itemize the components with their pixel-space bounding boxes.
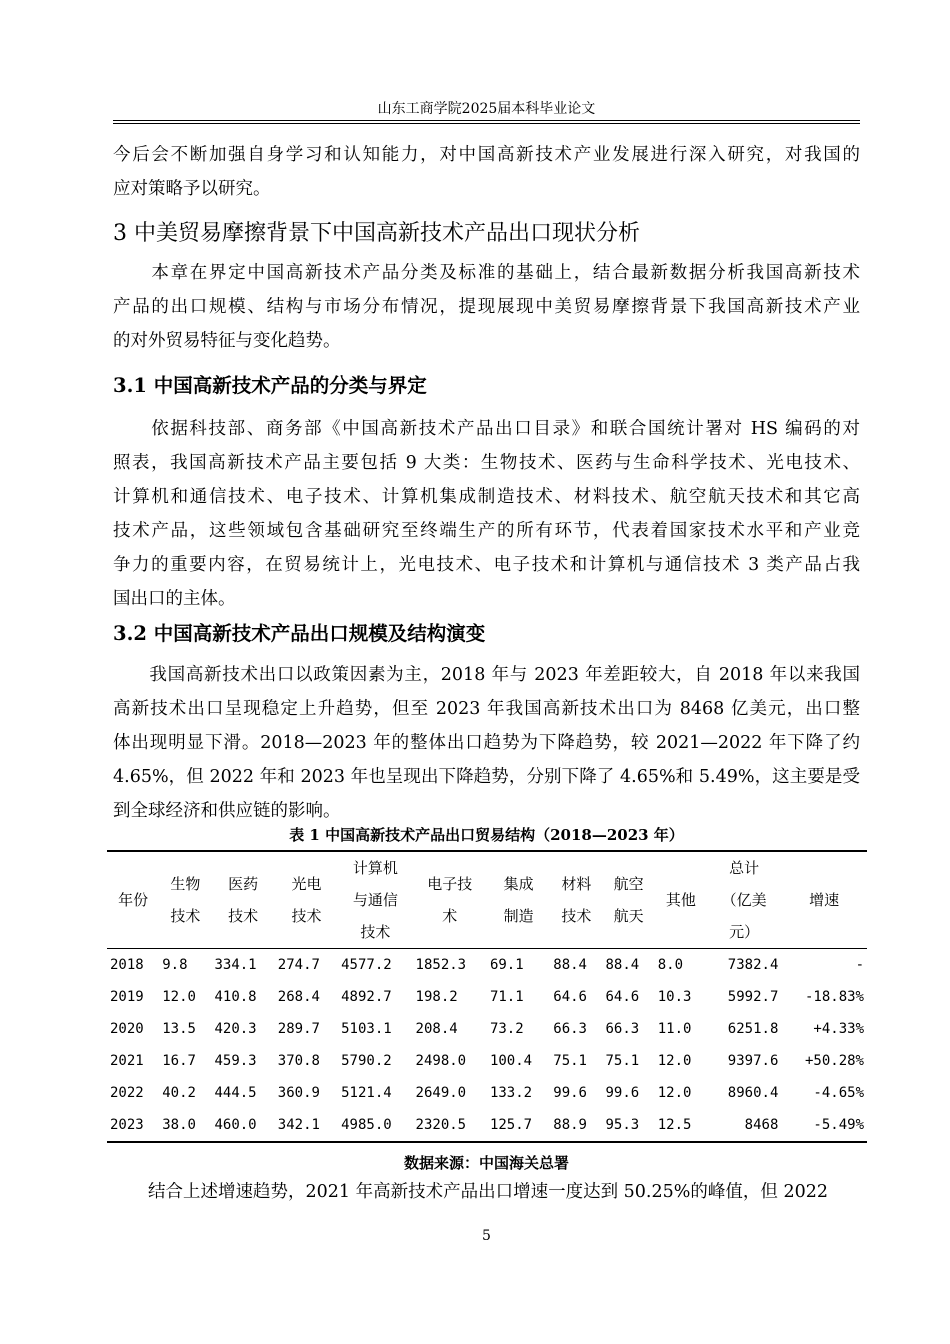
table-cell: 9.8: [162, 957, 188, 973]
table-cell: 12.0: [162, 989, 196, 1005]
table-cell: 66.3: [605, 1021, 640, 1037]
paragraph-line: 技术产品，这些领域包含基础研究至终端生产的所有环节，代表着国家技术水平和产业竞: [113, 521, 860, 541]
column-header-text: 计算机: [352, 859, 398, 877]
table-cell: 69.1: [489, 957, 524, 973]
table-row: [107, 1013, 867, 1045]
table-cell: 12.0: [657, 1053, 692, 1069]
table-cell: 289.7: [277, 1021, 320, 1037]
table-cell: 12.5: [657, 1117, 692, 1133]
table-cell: 1852.3: [415, 957, 467, 973]
paragraph-line: 高新技术出口呈现稳定上升趋势，但至 2023 年我国高新技术出口为 8468 亿美元，出口整: [113, 699, 860, 719]
table-cell: 5992.7: [727, 989, 779, 1005]
header-rule-thin: [113, 123, 860, 124]
column-header: [338, 851, 412, 949]
table-cell: 66.3: [553, 1021, 587, 1037]
column-header: [275, 851, 338, 949]
table-cell: +4.33%: [813, 1021, 864, 1037]
paragraph-line: 我国高新技术出口以政策因素为主，2018 年与 2023 年差距较大，自 2018 年以来我国: [113, 665, 860, 685]
chapter-heading: 3 中美贸易摩擦背景下中国高新技术产品出口现状分析: [113, 221, 640, 246]
table-cell: 410.8: [214, 989, 257, 1005]
paragraph-line: 应对策略予以研究。: [113, 179, 271, 199]
table-cell: 2019: [110, 989, 144, 1005]
table-header-row: [107, 851, 867, 949]
table-cell: 88.9: [553, 1117, 587, 1133]
table-cell: 8.0: [657, 957, 684, 973]
column-header: [211, 851, 274, 949]
column-header-text: 技术: [170, 907, 201, 925]
paragraph-line: 争力的重要内容，在贸易统计上，光电技术、电子技术和计算机与通信技术 3 类产品占我: [113, 555, 860, 575]
column-header-text: 元）: [729, 923, 760, 941]
page-number: 5: [482, 1228, 491, 1244]
paragraph-line: 的对外贸易特征与变化趋势。: [113, 331, 341, 351]
table-cell: 2020: [110, 1021, 144, 1037]
column-header-text: 技术: [228, 907, 259, 925]
table-cell: 5121.4: [341, 1085, 392, 1101]
table-cell: 38.0: [162, 1117, 196, 1133]
table-cell: 460.0: [214, 1117, 257, 1133]
column-header-text: 航空: [613, 875, 644, 893]
paragraph-line: 国出口的主体。: [113, 589, 236, 609]
table-cell: 16.7: [162, 1053, 196, 1069]
table-cell: 208.4: [415, 1021, 458, 1037]
column-header-text: 集成: [503, 875, 534, 893]
paragraph-line: 依据科技部、商务部《中国高新技术产品出口目录》和联合国统计署对 HS 编码的对: [113, 419, 860, 439]
section-heading-3-1: 3.1 中国高新技术产品的分类与界定: [113, 374, 427, 397]
column-header: [159, 851, 211, 949]
table-cell: 9397.6: [727, 1053, 779, 1069]
section-heading-3-2: 3.2 中国高新技术产品出口规模及结构演变: [113, 622, 486, 645]
table-row: [107, 1077, 867, 1109]
table-cell: 444.5: [214, 1085, 257, 1101]
table-cell: 2320.5: [415, 1117, 467, 1133]
table-cell: 88.4: [605, 957, 640, 973]
column-header-text: 其他: [665, 891, 696, 909]
column-header-text: 电子技: [427, 875, 473, 893]
table-cell: 268.4: [277, 989, 320, 1005]
table-cell: 420.3: [214, 1021, 257, 1037]
table-cell: +50.28%: [804, 1053, 864, 1069]
table-cell: 2021: [110, 1053, 144, 1069]
table-cell: 459.3: [214, 1053, 257, 1069]
column-header-text: 总计: [729, 859, 760, 877]
table-cell: 100.4: [489, 1053, 533, 1069]
export-structure-table: [107, 850, 867, 1143]
table-cell: 40.2: [162, 1085, 196, 1101]
paragraph-line: 体出现明显下滑。2018—2023 年的整体出口趋势为下降趋势，较 2021—2022 年下降了约: [113, 733, 860, 753]
table-cell: 4892.7: [341, 989, 392, 1005]
column-header: [603, 851, 655, 949]
table-row: [107, 981, 867, 1013]
header-rule: [113, 120, 860, 121]
column-header-text: 光电: [291, 875, 322, 893]
table-cell: 8468: [744, 1117, 779, 1133]
paragraph-line: 本章在界定中国高新技术产品分类及标准的基础上，结合最新数据分析我国高新技术: [113, 263, 860, 283]
column-header-text: 术: [442, 907, 458, 925]
table-cell: 10.3: [657, 989, 692, 1005]
column-header-text: （亿美: [721, 891, 767, 909]
table-cell: 274.7: [277, 957, 320, 973]
paragraph-line: 计算机和通信技术、电子技术、计算机集成制造技术、材料技术、航空航天技术和其它高: [113, 487, 860, 507]
paragraph-line: 产品的出口规模、结构与市场分布情况，提现展现中美贸易摩擦背景下我国高新技术产业: [113, 297, 860, 317]
column-header: [707, 851, 781, 949]
table-cell: 5790.2: [341, 1053, 392, 1069]
table-cell: 73.2: [489, 1021, 524, 1037]
table-cell: 133.2: [489, 1085, 533, 1101]
table-cell: 12.0: [657, 1085, 692, 1101]
table-cell: 342.1: [277, 1117, 320, 1133]
table-cell: 95.3: [605, 1117, 640, 1133]
table-cell: 5103.1: [341, 1021, 392, 1037]
table-cell: 75.1: [553, 1053, 587, 1069]
table-cell: -4.65%: [813, 1085, 864, 1101]
paragraph-line: 照表，我国高新技术产品主要包括 9 大类：生物技术、医药与生命科学技术、光电技术、: [113, 453, 860, 473]
column-header: [413, 851, 487, 949]
table-cell: 2022: [110, 1085, 144, 1101]
column-header-text: 技术: [291, 907, 322, 925]
column-header-text: 增速: [809, 891, 840, 909]
table-cell: 360.9: [277, 1085, 320, 1101]
table-cell: 64.6: [553, 989, 587, 1005]
table-caption: 表 1 中国高新技术产品出口贸易结构（2018—2023 年）: [289, 826, 684, 844]
table-cell: 4985.0: [341, 1117, 392, 1133]
table-cell: 71.1: [489, 989, 524, 1005]
table-cell: 75.1: [605, 1053, 640, 1069]
table-cell: 2649.0: [415, 1085, 467, 1101]
table-row: [107, 949, 867, 982]
column-header: [107, 851, 159, 949]
column-header-text: 制造: [503, 907, 534, 925]
column-header-text: 技术: [360, 923, 391, 941]
paragraph-line: 4.65%，但 2022 年和 2023 年也呈现出下降趋势，分别下降了 4.65%和 5.49%，这主要是受: [113, 767, 860, 787]
table-cell: 198.2: [415, 989, 458, 1005]
table-cell: 7382.4: [727, 957, 779, 973]
paragraph-line: 结合上述增速趋势，2021 年高新技术产品出口增速一度达到 50.25%的峰值，但 2022: [113, 1182, 828, 1202]
table-cell: 2018: [110, 957, 144, 973]
column-header-text: 年份: [118, 891, 149, 909]
column-header-text: 与通信: [352, 891, 398, 909]
column-header-text: 材料: [561, 875, 592, 893]
table-cell: 125.7: [489, 1117, 533, 1133]
table-cell: 334.1: [214, 957, 257, 973]
paragraph-line: 到全球经济和供应链的影响。: [113, 801, 341, 821]
table-cell: 88.4: [553, 957, 587, 973]
table-cell: 2498.0: [415, 1053, 467, 1069]
column-header: [781, 851, 867, 949]
column-header-text: 医药: [228, 875, 259, 893]
column-header-text: 航天: [613, 907, 644, 925]
table-row: [107, 1045, 867, 1077]
table-cell: 13.5: [162, 1021, 196, 1037]
column-header-text: 技术: [561, 907, 592, 925]
table-row: [107, 1109, 867, 1142]
table-cell: 4577.2: [341, 957, 392, 973]
table-source: 数据来源：中国海关总署: [403, 1154, 569, 1172]
column-header: [655, 851, 707, 949]
table-cell: 11.0: [657, 1021, 692, 1037]
column-header: [550, 851, 602, 949]
table-cell: 64.6: [605, 989, 640, 1005]
table-cell: 2023: [110, 1117, 144, 1133]
table-cell: -: [855, 957, 864, 973]
table-cell: 99.6: [553, 1085, 587, 1101]
table-cell: 8960.4: [727, 1085, 779, 1101]
table-cell: -18.83%: [804, 989, 864, 1005]
column-header-text: 生物: [170, 875, 201, 893]
running-header: 山东工商学院2025届本科毕业论文: [377, 101, 596, 117]
table-cell: 6251.8: [727, 1021, 779, 1037]
table-cell: 370.8: [277, 1053, 320, 1069]
table-cell: -5.49%: [813, 1117, 864, 1133]
table-cell: 99.6: [605, 1085, 640, 1101]
column-header: [487, 851, 550, 949]
paragraph-line: 今后会不断加强自身学习和认知能力，对中国高新技术产业发展进行深入研究，对我国的: [113, 145, 860, 165]
